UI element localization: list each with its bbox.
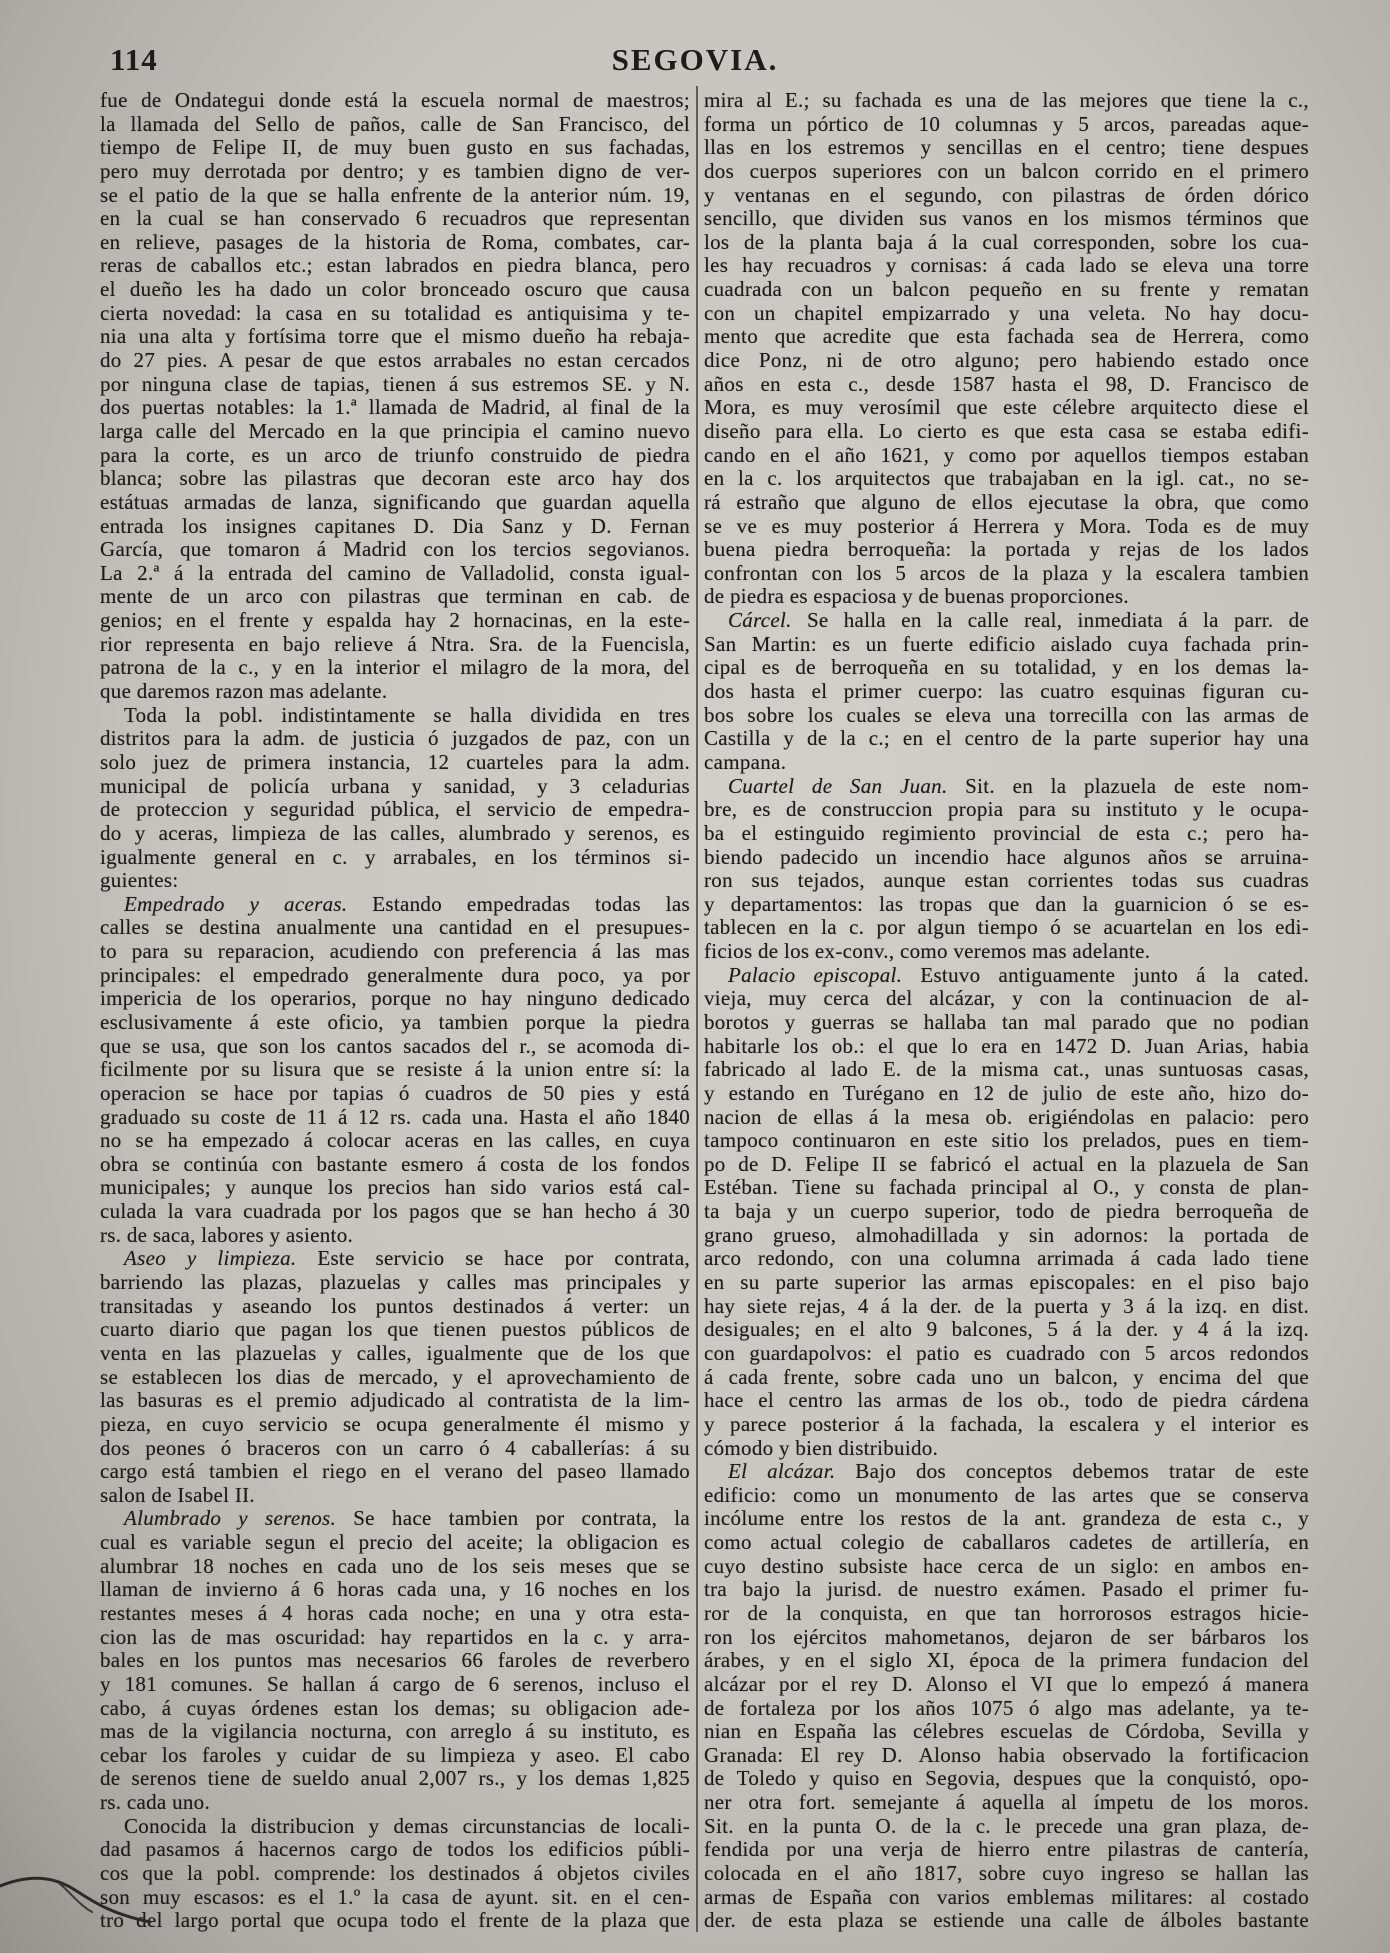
text-line: diseño para ella. Lo cierto es que esta casa se estaba edifi- [704, 419, 1309, 443]
paragraph [100, 1507, 690, 1814]
text-line: en la c. los arquitectos que trabajaban en la igl. cat., no se- [704, 467, 1309, 491]
text-line: rs. cada uno. [100, 1791, 211, 1815]
text-line: como actual colegio de caballaros cadetes de artillería, en [704, 1531, 1309, 1555]
text-line: municipal de policía urbana y sanidad, y 3 celadurias [100, 774, 690, 798]
text-line: edificio: como un monumento de las artes que se conserva [704, 1483, 1309, 1507]
text-line: cando en el año 1621, y como por aquellos tiempos estaban [704, 443, 1309, 467]
text-line: Estéban. Tiene su fachada principal al O., y consta de plan- [704, 1176, 1309, 1200]
text-line: que daremos razon mas adelante. [100, 680, 388, 704]
text-line: ba el estinguido regimiento provincial de esta c.; pero ha- [704, 821, 1309, 845]
text-line: mente de un arco con pilastras que terminan en cab. de [100, 585, 690, 609]
text-line: y 181 comunes. Se hallan á cargo de 6 serenos, incluso el [100, 1672, 690, 1696]
text-line: po de D. Felipe II se fabricó el actual en la plazuela de San [704, 1152, 1309, 1176]
text-line: buena piedra berroqueña: la portada y rejas de los lados [704, 538, 1309, 562]
text-line: y ventanas en el segundo, con pilastras de órden dórico [704, 183, 1309, 207]
text-line: to para su reparacion, acudiendo con preferencia á las mas [100, 940, 690, 964]
text-line: tra bajo la jurisd. de nuestro exámen. Pasado el primer fu- [704, 1578, 1309, 1602]
text-line [704, 964, 1309, 988]
text-line: bos sobre los cuales se eleva una torrecilla con las armas de [704, 703, 1309, 727]
text-line: fabricado al lado E. de la misma cat., unas suntuosas casas, [704, 1058, 1309, 1082]
text-line: se ve es muy posterior á Herrera y Mora. Toda es de muy [704, 514, 1309, 538]
text-line: con guardapolvos: el patio es cuadrado con 5 arcos redondos [704, 1341, 1309, 1365]
text-line: nian en España las célebres escuelas de Córdoba, Sevilla y [704, 1720, 1309, 1744]
text-line: á cada frente, sobre cada uno un balcon, y encima del que [704, 1365, 1309, 1389]
text-line: solo juez de primera instancia, 12 cuarteles para la adm. [100, 750, 690, 774]
text-line: der. de esta plaza se estiende una calle de álboles bastante [704, 1909, 1309, 1933]
text-line: cuadrada con un balcon pequeño en su frente y rematan [704, 278, 1309, 302]
text-line: García, que tomaron á Madrid con los tercios segovianos. [100, 538, 690, 562]
line-text: Estando empedradas todas las [372, 892, 690, 916]
text-line: la llamada del Sello de paños, calle de San Francisco, del [100, 112, 690, 136]
text-line: para la corte, es un arco de triunfo construido de piedra [100, 443, 690, 467]
text-line: les hay recuadros y cornisas: á cada lado se eleva una torre [704, 254, 1309, 278]
text-line: los de la planta baja á la cual corresponden, sobre los cua- [704, 230, 1309, 254]
text-line: Conocida la distribucion y demas circunstancias de locali- [124, 1814, 690, 1838]
text-line: campana. [704, 750, 787, 774]
text-line: larga calle del Mercado en la que principia el camino nuevo [100, 419, 690, 443]
text-line: blanca; sobre las pilastras que decoran este arco hay dos [100, 467, 690, 491]
text-line: venta en las plazuelas y calles, igualmente que de los que [100, 1341, 690, 1365]
text-line: cuyo destino subsiste hace cerca de un siglo: en ambos en- [704, 1554, 1309, 1578]
line-text: Bajo dos conceptos debemos tratar de este [855, 1460, 1309, 1484]
text-line: sencillo, que dividen sus vanos en los mismos términos que [704, 207, 1309, 231]
text-line: distritos para la adm. de justicia ó juzgados de paz, con un [100, 727, 690, 751]
text-line [100, 893, 690, 917]
text-line: ner otra fort. semejante á aquella al ímpetu de los moros. [704, 1791, 1309, 1815]
text-line: barriendo las plazas, plazuelas y calles mas principales y [100, 1271, 690, 1295]
run-in-heading: Aseo y limpieza. [124, 1247, 297, 1271]
text-line: entrada los insignes capitanes D. Dia Sanz y D. Fernan [100, 514, 690, 538]
text-line: ron sus tejados, aunque estan corrientes todas sus cuadras [704, 869, 1309, 893]
text-line: en su parte superior las armas episcopales: en el piso bajo [704, 1271, 1309, 1295]
text-line [704, 609, 1309, 633]
text-line: restantes meses á 4 horas cada noche; en una y otra esta- [100, 1602, 690, 1625]
text-line: dice Ponz, ni de otro alguno; pero habiendo estado once [704, 349, 1309, 373]
text-line: cabo, á cuyas órdenes estan los demas; su obligacion ade- [100, 1696, 690, 1720]
text-line: dos hasta el primer cuerpo: las cuatro esquinas figuran cu- [704, 680, 1309, 704]
text-line: patrona de la c., y en la interior el milagro de la mora, del [100, 656, 690, 680]
text-line: se el patio de la que se halla enfrente de la anterior núm. 19, [100, 183, 690, 207]
text-line: rs. de saca, labores y asiento. [100, 1223, 354, 1247]
run-in-heading: Cárcel. [728, 609, 792, 633]
line-text: Este servicio se hace por contrata, [317, 1247, 690, 1271]
text-line: llaman de invierno á 6 horas cada una, y 16 noches en los [100, 1578, 690, 1602]
text-line [704, 775, 1309, 799]
text-line: las basuras es el premio adjudicado al contratista de la lim- [100, 1389, 690, 1413]
text-line: fendida por una verja de hierro entre pilastras de cantería, [704, 1838, 1309, 1862]
text-line: alumbrar 18 noches en cada uno de los seis meses que se [100, 1554, 690, 1578]
text-line: esclusivamente á este oficio, ya tambien porque la piedra [100, 1010, 690, 1034]
text-line: impericia de los operarios, porque no hay ninguno dedicado [100, 987, 690, 1011]
text-line: se establecen los dias de mercado, y el aprovechamiento de [100, 1365, 690, 1389]
text-line: de serenos tiene de sueldo anual 2,007 rs., y los demas 1,825 [100, 1767, 690, 1791]
text-line: colocada en el año 1817, sobre cuyo ingreso se hallan las [704, 1862, 1309, 1886]
text-line: genios; en el frente y espalda hay 2 hornacinas, en la este- [100, 609, 690, 633]
paragraph [704, 89, 1309, 609]
text-line: bre, es de construccion propia para su instituto y le ocupa- [704, 798, 1309, 822]
text-line: Mora, es muy verosímil que este célebre arquitecto diese el [704, 396, 1309, 420]
paragraph [100, 704, 690, 893]
text-line: culada la vara cuadrada por los pagos que se han hecho á 30 [100, 1200, 690, 1224]
text-line: hace el centro las armas de los ob., todo de piedra cárdena [704, 1389, 1309, 1413]
text-line: Sit. en la punta O. de la c. le precede una gran plaza, de- [704, 1814, 1309, 1838]
text-line: tiempo de Felipe II, de muy buen gusto en sus fachadas, [100, 136, 690, 160]
paragraph [100, 893, 690, 1248]
text-line: y parece posterior á la fachada, la escalera y el interior es [704, 1412, 1309, 1436]
text-line: rá estraño que alguno de ellos ejecutase la obra, que como [704, 490, 1309, 514]
text-line: cipal es de berroqueña en su totalidad, y en los demas la- [704, 656, 1309, 680]
text-line: graduado su coste de 11 á 12 rs. cada una. Hasta el año 1840 [100, 1105, 690, 1129]
paragraph [704, 964, 1309, 1460]
right-column [704, 89, 1309, 1933]
text-line: confrontan con los 5 arcos de la plaza y la escalera tambien [704, 561, 1309, 585]
text-line: mento que acredite que esta fachada sea de Herrera, como [704, 325, 1309, 349]
run-in-heading: Palacio episcopal. [728, 963, 903, 987]
text-line: ficilmente por su lisura que se resiste á la union entre sí: la [100, 1058, 690, 1082]
text-line: municipales; y aunque los precios han sido varios está cal- [100, 1176, 690, 1200]
text-line: bales en los puntos mas necesarios 66 faroles de reverbero [100, 1649, 690, 1673]
column-divider [696, 86, 698, 1932]
text-line: cierta novedad: la casa en su totalidad es antiquisima y te- [100, 301, 690, 325]
run-in-heading: Cuartel de San Juan. [728, 774, 948, 798]
running-head-title: SEGOVIA. [611, 42, 779, 77]
text-line: llas en los estremos y sencillas en el centro; tiene despues [704, 136, 1309, 160]
text-line: reras de caballos etc.; estan labrados en piedra blanca, pero [100, 254, 690, 278]
text-line [100, 1507, 690, 1531]
text-line: tampoco continuaron en este sitio los prelados, pues en tiem- [704, 1129, 1309, 1153]
text-line: y departamentos: las tropas que dan la guarnicion ó se es- [704, 892, 1309, 916]
text-line: San Martin: es un fuerte edificio aislado cuya fachada prin- [704, 632, 1309, 656]
text-line: de Toledo y quiso en Segovia, despues que la conquistó, opo- [704, 1767, 1309, 1791]
text-line: pero muy derrotada por dentro; y es tambien digno de ver- [100, 159, 690, 183]
text-line: rior representa en bajo relieve á Ntra. Sra. de la Fuencisla, [100, 632, 690, 656]
text-line: nia una alta y fortísima torre que el mismo dueño ha rebaja- [100, 325, 690, 349]
text-line: hay siete rejas, 4 á la der. de la puerta y 3 á la izq. en dist. [704, 1294, 1309, 1318]
text-line: cebar los faroles y cuidar de su limpieza y aseo. El cabo [100, 1743, 690, 1767]
text-line: fue de Ondategui donde está la escuela normal de maestros; [100, 89, 690, 112]
text-line: cual es variable segun el precio del aceite; la obligacion es [100, 1531, 690, 1555]
text-line: dos puertas notables: la 1.ª llamada de Madrid, al final de la [100, 396, 690, 420]
run-in-heading: Alumbrado y serenos. [124, 1507, 337, 1531]
text-line: cargo está tambien el riego en el verano del paseo llamado [100, 1460, 690, 1484]
text-line: con un chapitel empizarrado y una veleta. No hay docu- [704, 301, 1309, 325]
line-text: Estuvo antiguamente junto á la cated. [920, 963, 1309, 987]
text-line: dad pasamos á hacernos cargo de todos los edificios públi- [100, 1838, 690, 1862]
text-line: tablecen en la c. por algun tiempo ó se acuartelan en los edi- [704, 916, 1309, 940]
text-line: guientes: [100, 869, 179, 893]
text-line: mas de la vigilancia nocturna, con arreglo á su instituto, es [100, 1720, 690, 1744]
text-line: vieja, muy cerca del alcázar, y con la continuacion de al- [704, 987, 1309, 1011]
text-line: que se usa, que son los cantos sacados del r., se acomoda di- [100, 1034, 690, 1058]
text-line: salon de Isabel II. [100, 1483, 255, 1507]
text-line: mira al E.; su fachada es una de las mejores que tiene la c., [704, 89, 1309, 112]
text-line: en la cual se han conservado 6 recuadros que representan [100, 207, 690, 231]
text-line: no se ha empezado á colocar aceras en las calles, en cuya [100, 1129, 690, 1153]
text-line: de fortaleza por los años 1075 ó algo mas adelante, ya te- [704, 1696, 1309, 1720]
text-line: el dueño les ha dado un color bronceado oscuro que causa [100, 278, 690, 302]
text-line: cos que la pobl. comprende: los destinados á objetos civiles [100, 1862, 690, 1886]
text-line: nacion de ellas á la mesa ob. erigiéndolas en palacio: pero [704, 1105, 1309, 1129]
scan-fiber-mark [0, 1862, 170, 1942]
line-text: Se hace tambien por contrata, la [353, 1507, 690, 1531]
text-line: y estando en Turégano en 12 de julio de este año, hizo do- [704, 1081, 1309, 1105]
text-line: transitadas y aseando los puntos destinados á verter: un [100, 1294, 690, 1318]
text-line: en relieve, pasages de la historia de Roma, combates, car- [100, 230, 690, 254]
text-line: cion las de mas oscuridad: hay repartidos en la c. y arra- [100, 1625, 690, 1649]
text-line: pieza, en cuyo servicio se ocupa generalmente él mismo y [100, 1412, 690, 1436]
text-line: Granada: El rey D. Alonso habia observado la fortificacion [704, 1743, 1309, 1767]
line-text: Sit. en la plazuela de este nom- [965, 774, 1309, 798]
text-line: operacion se hace por tapias ó cuadros de 50 pies y está [100, 1081, 690, 1105]
left-column [100, 89, 690, 1933]
text-line: años en esta c., desde 1587 hasta el 98, D. Francisco de [704, 372, 1309, 396]
text-line: desiguales; en el alto 9 balcones, 5 á la der. y 4 á la izq. [704, 1318, 1309, 1342]
text-line: principales: el empedrado generalmente dura poco, ya por [100, 963, 690, 987]
text-line: Toda la pobl. indistintamente se halla dividida en tres [124, 703, 690, 727]
text-line: ron los ejércitos mahometanos, dejaron de ser bárbaros los [704, 1625, 1309, 1649]
text-line: son muy escasos: es el 1.º la casa de ayunt. sit. en el cen- [100, 1885, 690, 1909]
text-line: dos cuerpos superiores con un balcon corrido en el primero [704, 159, 1309, 183]
text-line: de piedra es espaciosa y de buenas proporciones. [704, 585, 1129, 609]
text-line: de proteccion y seguridad pública, el servicio de empedra- [100, 798, 690, 822]
text-line: estátuas armadas de lanza, significando que guardan aquella [100, 490, 690, 514]
paragraph [100, 1815, 690, 1933]
text-line: biendo padecido un incendio hace algunos años se arruina- [704, 845, 1309, 869]
text-line: ta baja y un cuerpo superior, todo de piedra berroqueña de [704, 1200, 1309, 1224]
text-line: incólume entre los restos de la ant. grandeza de esta c., y [704, 1507, 1309, 1531]
text-line: Castilla y de la c.; en el centro de la parte superior hay una [704, 727, 1309, 751]
text-line: do y aceras, limpieza de las calles, alumbrado y serenos, es [100, 821, 690, 845]
text-line: do 27 pies. A pesar de que estos arrabales no estan cercados [100, 349, 690, 373]
text-line: cuarto diario que pagan los que tienen puestos públicos de [100, 1318, 690, 1342]
text-line: armas de España con varios emblemas militares: al costado [704, 1885, 1309, 1909]
text-line: alcázar por el rey D. Alonso el VI que lo empezó á manera [704, 1672, 1309, 1696]
paragraph [704, 775, 1309, 964]
page-number: 114 [110, 42, 158, 77]
text-line: dos peones ó braceros con un carro ó 4 caballerías: á su [100, 1436, 690, 1460]
text-line: calles se destina anualmente una cantidad en el presupues- [100, 916, 690, 940]
text-line: igualmente general en c. y arrabales, en los términos si- [100, 845, 690, 869]
text-line: grano grueso, almohadillada y sin adornos: la portada de [704, 1223, 1309, 1247]
text-line: ror de la conquista, en que tan horrorosos estragos hicie- [704, 1602, 1309, 1625]
text-line: obra se continúa con bastante esmero á costa de los fondos [100, 1152, 690, 1176]
text-line [100, 1247, 690, 1271]
text-line: ficios de los ex-conv., como veremos mas adelante. [704, 940, 1151, 964]
text-line [704, 1460, 1309, 1484]
text-line: La 2.ª á la entrada del camino de Valladolid, consta igual- [100, 561, 690, 585]
text-line: habitarle los ob.: el que lo era en 1472 D. Juan Arias, habia [704, 1034, 1309, 1058]
run-in-heading: Empedrado y aceras. [124, 892, 348, 916]
line-text: Se halla en la calle real, inmediata á la parr. de [806, 609, 1309, 633]
paragraph [704, 1460, 1309, 1933]
run-in-heading: El alcázar. [728, 1460, 836, 1484]
paragraph [100, 89, 690, 704]
paragraph [704, 609, 1309, 774]
text-line: borotos y guerras se hallaba tan mal parado que no podian [704, 1010, 1309, 1034]
text-line: tro del largo portal que ocupa todo el frente de la plaza que [100, 1909, 690, 1933]
text-line: arco redondo, con una columna arrimada á cada lado tiene [704, 1247, 1309, 1271]
text-line: cómodo y bien distribuido. [704, 1436, 939, 1460]
text-line: árabes, y en el siglo XI, época de la primera fundacion del [704, 1649, 1309, 1673]
text-line: por ninguna clase de tapias, tienen á sus estremos SE. y N. [100, 372, 690, 396]
paragraph [100, 1247, 690, 1507]
text-line: forma un pórtico de 10 columnas y 5 arcos, pareadas aque- [704, 112, 1309, 136]
